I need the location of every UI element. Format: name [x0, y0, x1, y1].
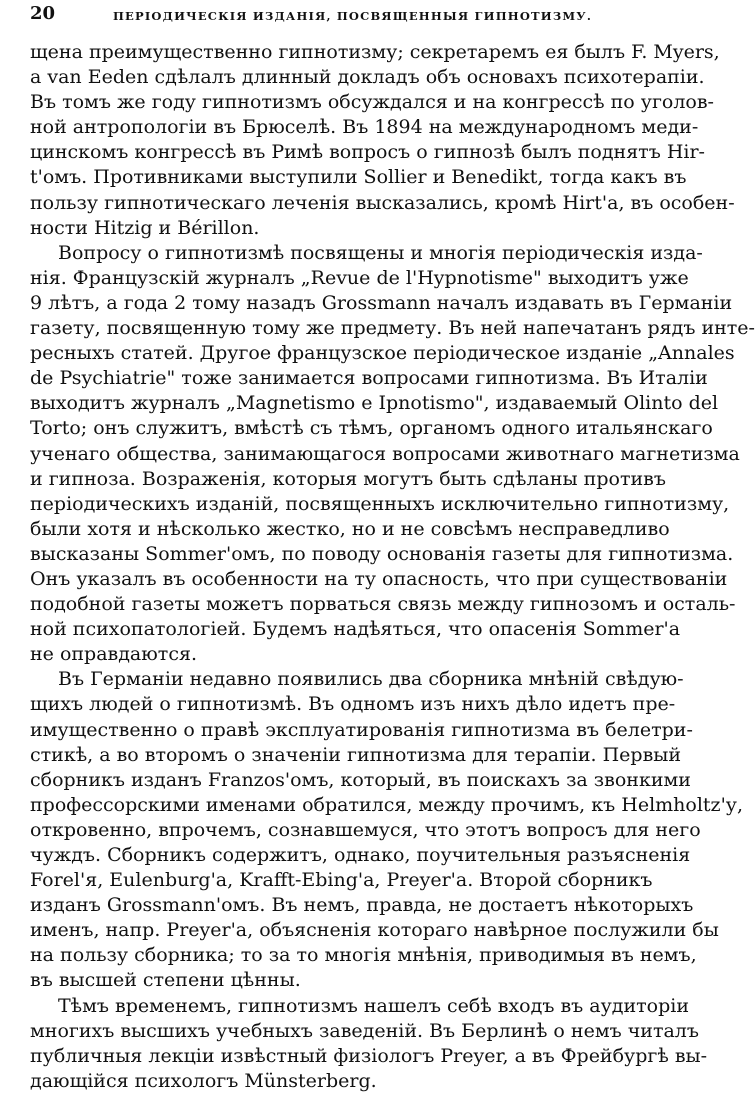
text-line: t'омъ. Противниками выступили Sollier и Benedikt, тогда какъ въ — [30, 166, 687, 189]
text-line: Torto; онъ служитъ, вмѣстѣ съ тѣмъ, органомъ одного итальянскаго — [30, 417, 713, 440]
text-line: 9 лѣтъ, а года 2 тому назадъ Grossmann началъ издавать въ Германіи — [30, 291, 733, 314]
text-line: не оправдаются. — [30, 643, 197, 666]
text-line: Forel'я, Eulenburg'a, Krafft-Ebing'a, Preyer'a. Второй сборникъ — [30, 869, 653, 892]
text-line: ученаго общества, занимающагося вопросами животнаго магнетизма — [30, 442, 740, 465]
text-line: высказаны Sommer'омъ, по поводу основанія газеты для гипнотизма. — [30, 542, 734, 565]
text-line: и гипноза. Возраженія, которыя могутъ быть сдѣланы противъ — [30, 467, 666, 490]
text-line: въ высшей степени цѣнны. — [30, 969, 301, 992]
paragraph — [30, 40, 735, 241]
text-line: ной психопатологіей. Будемъ надѣяться, что опасенія Sommer'a — [30, 618, 681, 641]
text-line: на пользу сборника; то за то многія мнѣнія, приводимыя въ немъ, — [30, 944, 697, 967]
text-line: выходитъ журналъ „Magnetismo e Ipnotismo", издаваемый Olinto del — [30, 392, 719, 415]
text-line: ности Hitzig и Bérillon. — [30, 216, 260, 239]
text-line: щихъ людей о гипнотизмѣ. Въ одномъ изъ нихъ дѣло идетъ пре- — [30, 693, 676, 716]
text-line: многихъ высшихъ учебныхъ заведеній. Въ Берлинѣ о немъ читалъ — [30, 1019, 699, 1042]
running-title: ПЕРІОДИЧЕСКІЯ ИЗДАНІЯ, ПОСВЯЩЕННЫЯ ГИПНОТИЗМУ. — [112, 9, 593, 23]
text-line: ной антропологіи въ Брюселѣ. Въ 1894 на международномъ меди- — [30, 116, 699, 139]
page-body — [30, 40, 755, 1094]
text-line: именъ, напр. Preyer'a, объясненія котораго навѣрное послужили бы — [30, 919, 719, 942]
text-line: Въ томъ же году гипнотизмъ обсуждался и на конгрессѣ по уголов- — [30, 91, 714, 114]
text-line: пользу гипнотическаго леченія высказались, кромѣ Hirt'a, въ особен- — [30, 191, 735, 214]
text-line: стикѣ, а во второмъ о значеніи гипнотизма для терапіи. Первый — [30, 743, 682, 766]
text-line: Тѣмъ временемъ, гипнотизмъ нашелъ себѣ входъ въ аудиторіи — [58, 994, 689, 1017]
text-line: дающійся психологъ Münsterberg. — [30, 1069, 377, 1092]
text-line: Въ Германіи недавно появились два сборника мнѣній свѣдую- — [58, 668, 684, 691]
text-line: а van Eeden сдѣлалъ длинный докладъ объ основахъ психотерапіи. — [30, 66, 705, 89]
text-line: періодическихъ изданій, посвященныхъ исключительно гипнотизму, — [30, 492, 730, 515]
text-line: Вопросу о гипнотизмѣ посвящены и многія періодическія изда- — [58, 241, 703, 264]
page-number: 20 — [30, 3, 56, 24]
text-line: имущественно о правѣ эксплуатированія гипнотизма въ белетри- — [30, 718, 693, 741]
text-line: подобной газеты можетъ порваться связь между гипнозомъ и осталь- — [30, 593, 736, 616]
text-line: щена преимущественно гипнотизму; секретаремъ ея былъ F. Myers, — [30, 41, 720, 63]
text-line: нія. Французскій журналъ „Revue de l'Hypnotisme" выходитъ уже — [30, 266, 689, 289]
paragraph — [30, 994, 708, 1094]
text-line: ресныхъ статей. Другое французское періодическое изданіе „Annales — [30, 342, 735, 365]
text-line: были хотя и нѣсколько жестко, но и не совсѣмъ несправедливо — [30, 517, 670, 540]
text-line: чуждъ. Сборникъ содержитъ, однако, поучительныя разъясненія — [30, 844, 691, 866]
text-line: de Psychiatrie" тоже занимается вопросами гипнотизма. Въ Италіи — [30, 367, 708, 390]
text-line: откровенно, впрочемъ, сознавшемуся, что этотъ вопросъ для него — [30, 818, 701, 841]
paragraph — [30, 241, 755, 668]
text-line: изданъ Grossmann'омъ. Въ немъ, правда, не достаетъ нѣкоторыхъ — [30, 894, 694, 917]
text-line: цинскомъ конгрессѣ въ Римѣ вопросъ о гипнозѣ былъ поднятъ Hir- — [30, 141, 705, 164]
text-line: Онъ указалъ въ особенности на ту опасность, что при существованіи — [30, 567, 728, 590]
text-line: сборникъ изданъ Franzos'омъ, который, въ поискахъ за звонкими — [30, 768, 691, 791]
text-line: публичныя лекціи извѣстный физіологъ Preyer, а въ Фрейбургѣ вы- — [30, 1044, 708, 1067]
text-line: газету, посвященную тому же предмету. Въ ней напечатанъ рядъ инте- — [30, 317, 755, 340]
text-line: профессорскими именами обратился, между прочимъ, къ Helmholtz'у, — [30, 793, 744, 816]
paragraph — [30, 667, 744, 993]
